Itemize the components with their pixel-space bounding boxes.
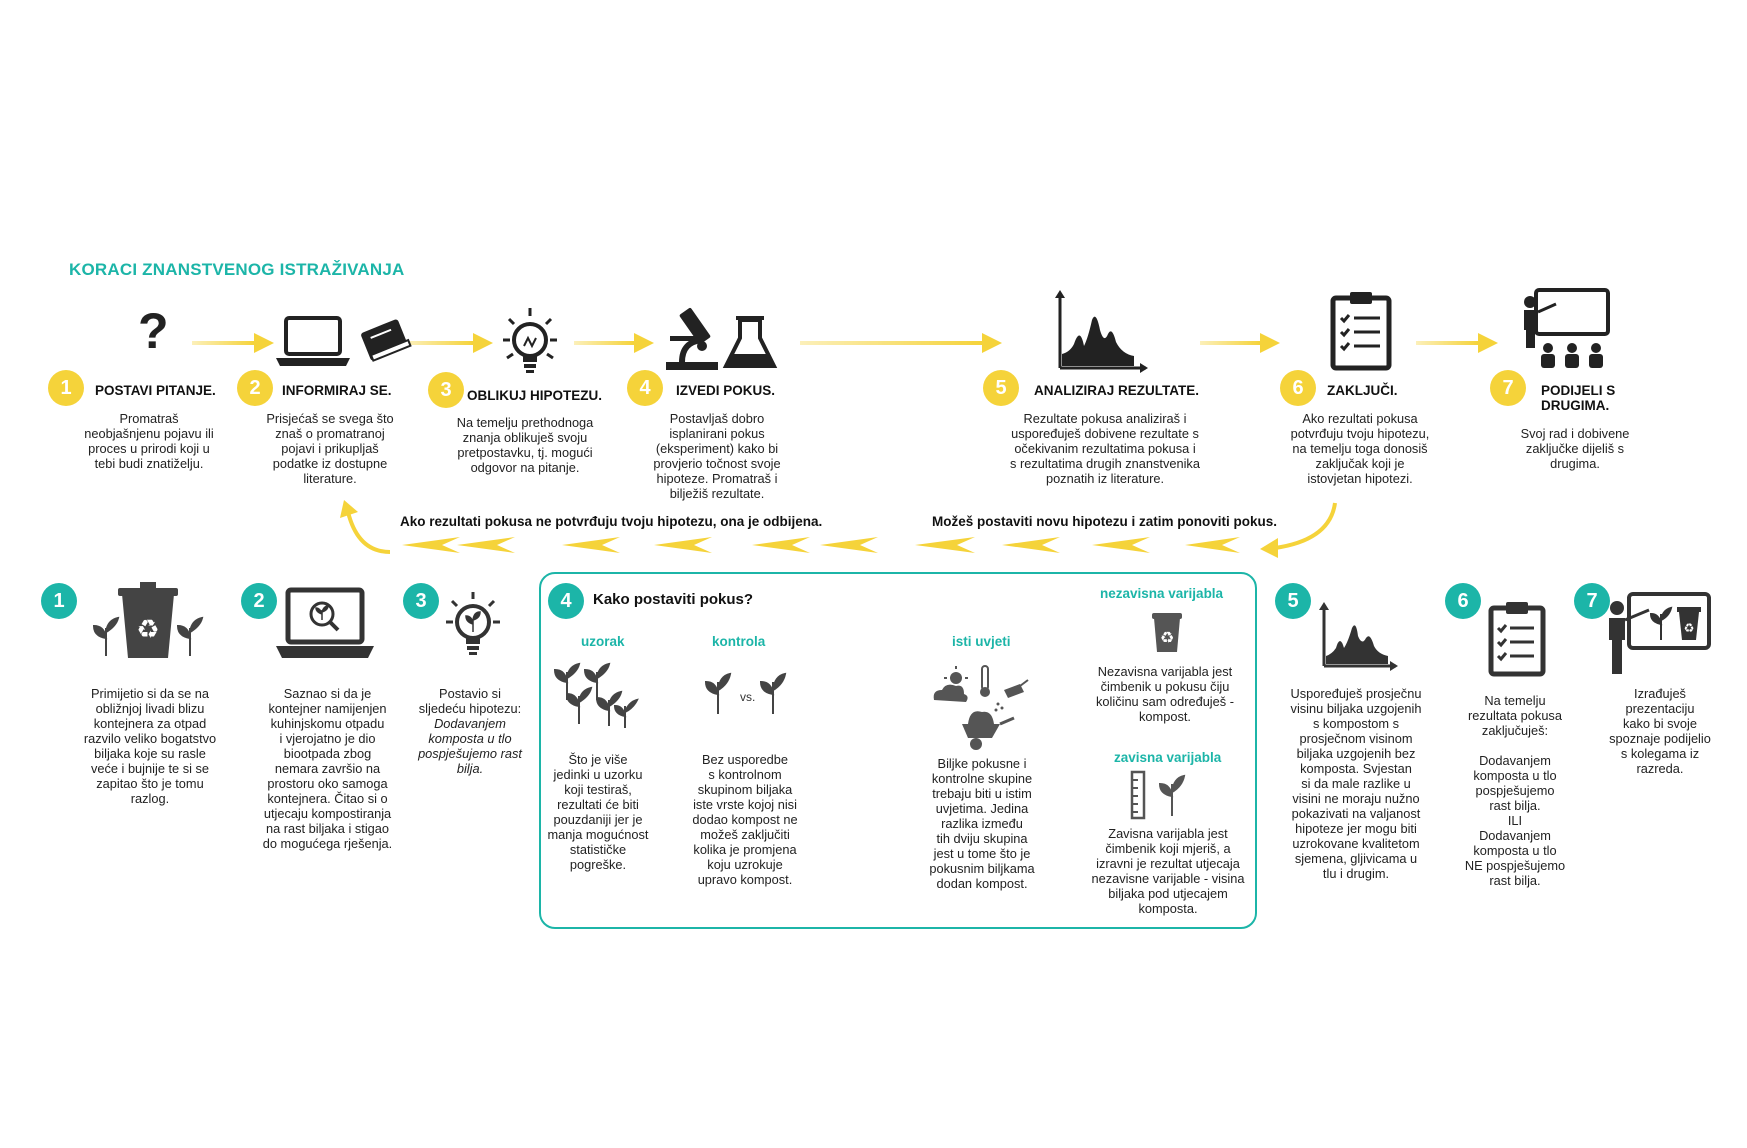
conditions-icon (928, 664, 1032, 754)
top-step-1-number: 1 (48, 370, 84, 406)
bottom-step-1-desc: Primijetio si da se na obližnjoj livadi blizu kontejnera za otpad razvilo veliko bogatstvo biljaka koje su rasle veće i bujnije te si se zapitao što je tomu razlog. (83, 686, 217, 806)
bottom-step-3-number: 3 (403, 583, 439, 619)
top-step-5-desc: Rezultate pokusa analiziraš i uspoređuješ dobivene rezultate s očekivanim rezultatima pokusa i s rezultatima drugih znanstvenika poznatih iz literature. (1010, 411, 1200, 486)
top-step-4-desc: Postavljaš dobro isplanirani pokus (eksperiment) kako bi provjerio točnost svoje hipoteze. Promatraš i bilježiš rezultate. (653, 411, 781, 501)
bottom-step-7-desc: Izrađuješ prezentaciju kako bi svoje spoznaje podijelio s kolegama iz razreda. (1609, 686, 1711, 776)
recycle-bin-icon (1150, 610, 1184, 654)
presentation-plant-icon (1605, 592, 1711, 676)
top-step-2-desc: Prisjećaš se svega što znaš o promatranoj pojavi i prikupljaš podatke iz dostupne literature. (266, 411, 394, 486)
bottom-step-7-number: 7 (1574, 583, 1610, 619)
bottom-step-3-desc: Postavio si sljedeću hipotezu: Dodavanjem komposta u tlo pospješujemo rast bilja. (400, 686, 540, 776)
laptop-search-icon (276, 588, 374, 662)
nezavisna-varijabla-label: nezavisna varijabla (1100, 586, 1224, 601)
bottom-step-6-desc: Na temelju rezultata pokusa zaključuješ: Dodavanjem komposta u tlo pospješujemo rast bilja. ILI Dodavanjem komposta u tlo NE pospješujemo rast bilja. (1464, 693, 1566, 888)
zavisna-varijabla-desc: Zavisna varijabla jest čimbenik koji mjeriš, a izravni je rezultat utjecaja nezavisne varijable - visina biljaka pod utjecajem komposta. (1091, 826, 1245, 916)
top-step-3-desc: Na temelju prethodnoga znanja oblikuješ svoju pretpostavku, tj. mogući odgovor na pitanje. (456, 415, 594, 475)
bottom-step-1-number: 1 (41, 583, 77, 619)
kontrola-desc: Bez usporedbe s kontrolnom skupinom biljaka iste vrste kojoj nisi dodao kompost ne možeš zaključiti kolika je promjena koju uzrokuje upravo kompost. (692, 752, 798, 887)
versus-label: vs. (740, 690, 756, 704)
loop-text-rejected: Ako rezultati pokusa ne potvrđuju tvoju hipotezu, ona je odbijena. (400, 514, 823, 529)
top-step-5-label: ANALIZIRAJ REZULTATE. (1034, 383, 1199, 398)
top-step-7-desc: Svoj rad i dobivene zaključke dijeliš s drugima. (1520, 426, 1630, 471)
svg-text:♻: ♻ (136, 615, 160, 645)
bottom-step-6-number: 6 (1445, 583, 1481, 619)
top-step-1-desc: Promatraš neobjašnjenu pojavu ili proces u prirodi koji u tebi budi znatiželju. (84, 411, 214, 471)
uzorak-label: uzorak (581, 634, 625, 649)
top-step-2-number: 2 (237, 370, 273, 406)
lightbulb-plant-icon (438, 590, 508, 664)
uzorak-desc: Što je više jedinki u uzorku koji testiraš, rezultati će biti pouzdaniji jer je manja mogućnost statističke pogreške. (547, 752, 649, 872)
top-step-3-label: OBLIKUJ HIPOTEZU. (467, 388, 603, 403)
zavisna-varijabla-label: zavisna varijabla (1114, 750, 1222, 765)
top-step-5-number: 5 (983, 370, 1019, 406)
bottom-step-5-desc: Uspoređuješ prosječnu visinu biljaka uzgojenih s kompostom s prosječnom visinom biljaka uzgojenih bez komposta. Svjestan si da male razlike u visini ne moraju nužno pokazivati na valjanost hipoteze jer mogu biti uzrokovane kvalitetom sjemena, gljivicama u tlu i drugim. (1290, 686, 1422, 881)
isti-uvjeti-desc: Biljke pokusne i kontrolne skupine trebaju biti u istim uvjetima. Jedina razlika između tih dviju skupina jest u tome što je pokusnim biljkama dodan kompost. (929, 756, 1035, 891)
plant-control-icon (704, 670, 734, 716)
question-mark-icon: ? (138, 303, 169, 359)
kontrola-label: kontrola (712, 634, 766, 649)
svg-text:♻: ♻ (1683, 621, 1695, 635)
top-step-6-label: ZAKLJUČI. (1327, 383, 1398, 398)
plants-sample-icon (553, 662, 639, 730)
svg-text:♻: ♻ (1159, 628, 1175, 647)
top-step-2-label: INFORMIRAJ SE. (282, 383, 392, 398)
top-step-4-number: 4 (627, 370, 663, 406)
top-step-7-number: 7 (1490, 370, 1526, 406)
bottom-step-4-number: 4 (548, 583, 584, 619)
top-step-6-number: 6 (1280, 370, 1316, 406)
isti-uvjeti-label: isti uvjeti (952, 634, 1011, 649)
bottom-step-2-number: 2 (241, 583, 277, 619)
bottom-step-5-number: 5 (1275, 583, 1311, 619)
nezavisna-varijabla-desc: Nezavisna varijabla jest čimbenik u pokusu čiju količinu sam određuješ - kompost. (1096, 664, 1234, 724)
top-step-4-label: IZVEDI POKUS. (676, 383, 776, 398)
loop-text-new-hypothesis: Možeš postaviti novu hipotezu i zatim ponoviti pokus. (932, 514, 1278, 529)
plant-test-icon (759, 670, 789, 716)
experiment-heading: Kako postaviti pokus? (593, 591, 754, 608)
recycle-bin-plants-icon (92, 580, 204, 660)
graph-small-icon (1318, 602, 1398, 670)
ruler-plant-icon (1128, 770, 1194, 820)
bottom-step-2-desc: Saznao si da je kontejner namijenjen kuhinjskomu otpadu i vjerojatno je dio biootpada zbog nemara završio na prostoru oko samoga kontejnera. Čitao si o utjecaju kompostiranja na rast biljaka i stigao do mogućega rješenja. (262, 686, 393, 851)
page-title: KORACI ZNANSTVENOG ISTRAŽIVANJA (69, 260, 405, 279)
top-step-1-label: POSTAVI PITANJE. (95, 383, 216, 398)
top-step-3-number: 3 (428, 372, 464, 408)
hypothesis-statement: Dodavanjem komposta u tlo pospješujemo rast bilja. (418, 716, 522, 776)
clipboard-small-icon (1488, 600, 1546, 676)
top-step-7-label: PODIJELI S DRUGIMA. (1541, 383, 1616, 413)
top-step-6-desc: Ako rezultati pokusa potvrđuju tvoju hipotezu, na temelju toga donosiš zaključak koji je istovjetan hipotezi. (1290, 411, 1430, 486)
